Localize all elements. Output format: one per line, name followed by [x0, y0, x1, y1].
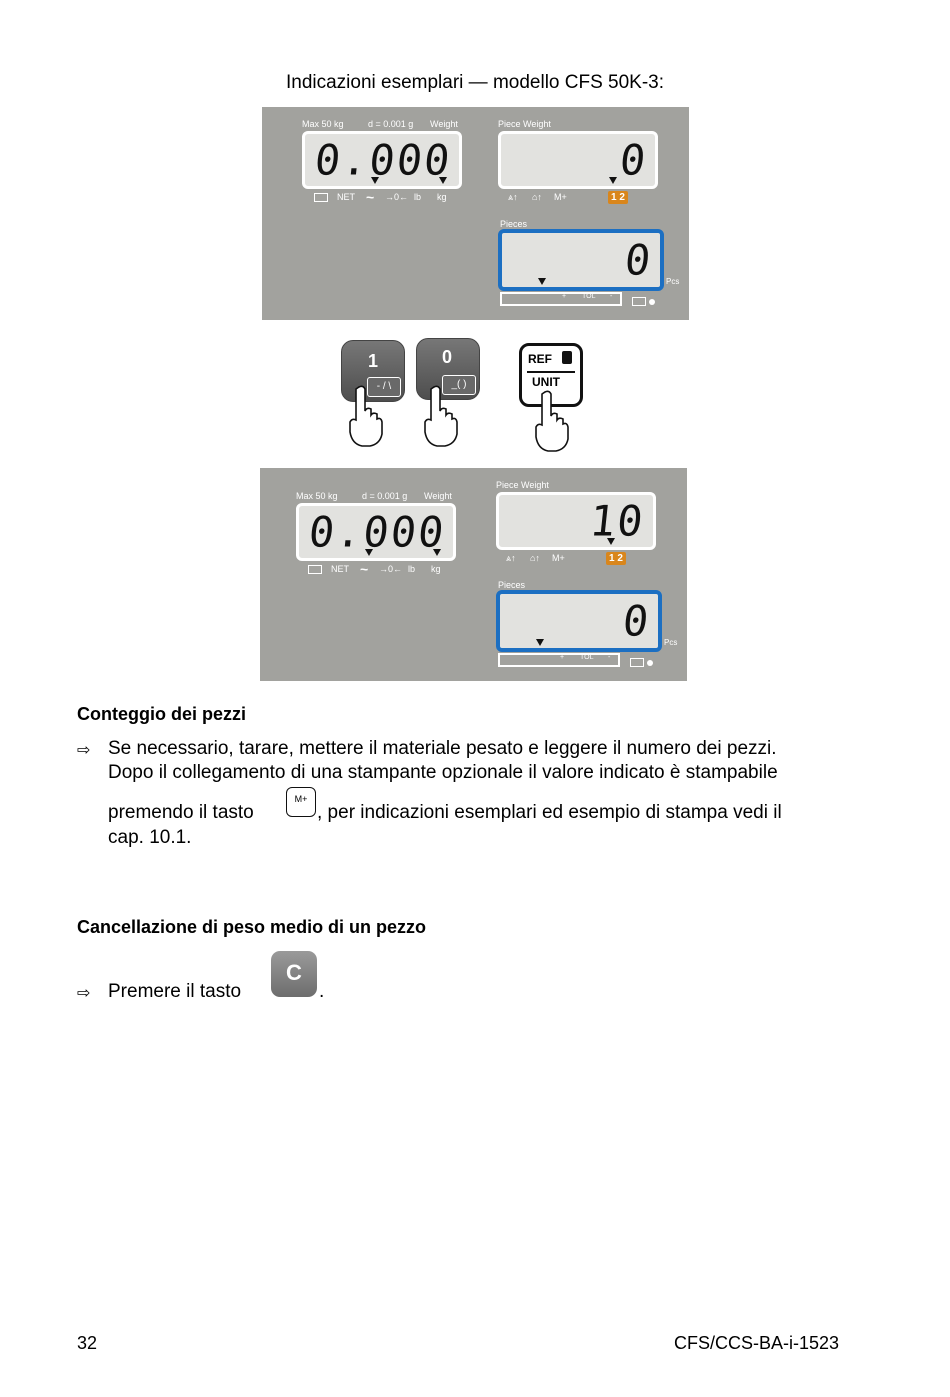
key-0-number: 0: [442, 347, 453, 367]
key-divider: [527, 371, 575, 373]
lb-symbol: lb: [408, 564, 416, 574]
scale-display-panel-1: [262, 107, 689, 320]
weight-icon: [562, 351, 572, 364]
battery-charge-icon: [632, 297, 646, 306]
tol-label: TOL: [580, 654, 594, 661]
piece-weight-value: 0: [617, 135, 650, 185]
pieces-label: Pieces: [500, 219, 528, 229]
section-heading-counting: Conteggio dei pezzi: [77, 704, 246, 724]
figure-caption: Indicazioni esemplari — modello CFS 50K-3:: [285, 72, 665, 93]
counting-line-4: cap. 10.1.: [108, 827, 192, 848]
counter-badge: 1 2: [608, 191, 628, 204]
max-capacity-label: Max 50 kg: [302, 119, 344, 129]
weight-value: 0.000: [311, 135, 454, 185]
memory-plus-symbol: M+: [552, 553, 565, 563]
weight-lcd: [302, 131, 462, 189]
pcs-unit-label: Pcs: [666, 277, 680, 286]
counting-line-3-end: , per indicazioni esemplari ed esempio di stampa vedi il: [317, 802, 782, 823]
tare-limit-icon: ⩓↑: [508, 192, 518, 202]
tol-label: TOL: [582, 293, 596, 300]
unit-label: UNIT: [532, 375, 560, 389]
stability-symbol: ~: [360, 561, 369, 577]
scale-display-panel-2: [260, 468, 687, 681]
readability-label: d = 0.001 g: [368, 119, 414, 129]
c-key-icon: C: [271, 951, 317, 997]
zero-symbol: →0←: [385, 192, 409, 202]
weight-limit-icon: ⌂↑: [530, 553, 540, 563]
weight-lcd: [296, 503, 456, 561]
counting-line-3-start: premendo il tasto: [108, 802, 254, 823]
page-number: 32: [77, 1333, 98, 1353]
section-heading-clear: Cancellazione di peso medio di un pezzo: [77, 917, 427, 937]
stable-indicator-icon: [371, 177, 379, 184]
key-1-symbols: - / \: [367, 377, 401, 397]
weight-label: Weight: [424, 491, 452, 501]
tolerance-status-bar: [500, 292, 622, 306]
pointing-hand-icon: [420, 385, 460, 447]
weight-limit-icon: ⌂↑: [532, 192, 542, 202]
pcs-unit-label: Pcs: [664, 638, 678, 647]
key-0-symbols: _( ): [442, 375, 476, 395]
lb-symbol: lb: [414, 192, 422, 202]
counting-line-1: Se necessario, tarare, mettere il materiale pesato e leggere il numero dei pezzi.: [108, 738, 777, 759]
weight-value: 0.000: [305, 507, 448, 557]
ref-label: REF: [528, 352, 552, 366]
max-capacity-label: Max 50 kg: [296, 491, 338, 501]
power-indicator-icon: [647, 660, 653, 666]
bullet-arrow-icon: ⇨: [77, 985, 91, 1002]
stable-indicator-icon: [365, 549, 373, 556]
pieces-indicator-icon: [538, 278, 546, 285]
clear-instruction: Premere il tasto: [108, 981, 242, 1002]
battery-icon: [308, 565, 322, 574]
pieces-value: 0: [620, 596, 653, 646]
power-indicator-icon: [649, 299, 655, 305]
kg-symbol: kg: [431, 564, 441, 574]
piece-weight-label: Piece Weight: [498, 119, 551, 129]
piece-weight-lcd: [498, 131, 658, 189]
weight-label: Weight: [430, 119, 458, 129]
piece-weight-lcd: [496, 492, 656, 550]
readability-label: d = 0.001 g: [362, 491, 408, 501]
memory-plus-symbol: M+: [554, 192, 567, 202]
piece-weight-indicator-icon: [609, 177, 617, 184]
piece-weight-indicator-icon: [607, 538, 615, 545]
zero-symbol: →0←: [379, 564, 403, 574]
counting-line-2: Dopo il collegamento di una stampante opzionale il valore indicato è stampabile: [108, 762, 778, 783]
pieces-label: Pieces: [498, 580, 526, 590]
tol-minus: -: [608, 654, 611, 661]
net-symbol: NET: [337, 192, 355, 202]
tol-minus: -: [610, 293, 613, 300]
document-code: CFS/CCS-BA-i-1523: [673, 1333, 839, 1353]
bullet-arrow-icon: ⇨: [77, 742, 91, 759]
pieces-lcd: [496, 590, 662, 652]
pointing-hand-icon: [531, 390, 571, 452]
battery-charge-icon: [630, 658, 644, 667]
kg-symbol: kg: [437, 192, 447, 202]
pieces-indicator-icon: [536, 639, 544, 646]
piece-weight-value: 10: [587, 496, 648, 546]
tolerance-status-bar: [498, 653, 620, 667]
battery-icon: [314, 193, 328, 202]
piece-weight-label: Piece Weight: [496, 480, 549, 490]
clear-instruction-end: .: [319, 981, 325, 1002]
tare-limit-icon: ⩓↑: [506, 553, 516, 563]
tol-plus: +: [562, 293, 567, 300]
stability-symbol: ~: [366, 189, 375, 205]
tol-plus: +: [560, 654, 565, 661]
m-plus-key-icon: M+: [286, 787, 316, 817]
pointing-hand-icon: [345, 385, 385, 447]
kg-indicator-icon: [433, 549, 441, 556]
key-1-number: 1: [368, 351, 379, 371]
kg-indicator-icon: [439, 177, 447, 184]
net-symbol: NET: [331, 564, 349, 574]
counter-badge: 1 2: [606, 552, 626, 565]
pieces-lcd: [498, 229, 664, 291]
pieces-value: 0: [622, 235, 655, 285]
